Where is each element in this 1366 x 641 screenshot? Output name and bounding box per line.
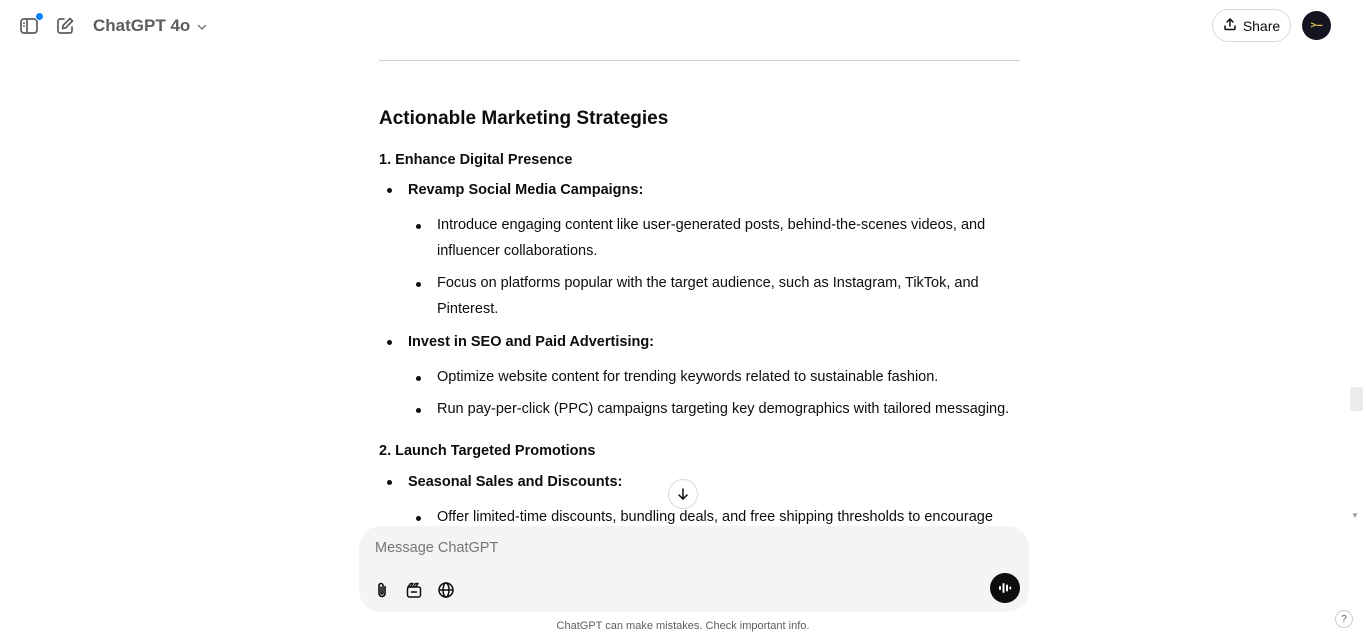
bullet: [387, 340, 392, 345]
new-chat-icon[interactable]: [53, 14, 77, 38]
canvas-icon[interactable]: [402, 578, 426, 602]
globe-icon[interactable]: [434, 578, 458, 602]
avatar[interactable]: >–: [1302, 11, 1331, 40]
subsection-title: 2. Launch Targeted Promotions: [379, 443, 596, 459]
disclaimer-text: ChatGPT can make mistakes. Check important info.: [556, 620, 810, 632]
bullet: [387, 480, 392, 485]
list-item: Focus on platforms popular with the target audience, such as Instagram, TikTok, and Pinterest.: [437, 275, 979, 317]
bullet: [416, 516, 421, 521]
message-input[interactable]: [375, 540, 975, 556]
model-name: ChatGPT 4o: [93, 16, 191, 35]
list-item: Run pay-per-click (PPC) campaigns targeting key demographics with tailored messaging.: [437, 401, 1010, 417]
top-bar: [0, 0, 1366, 52]
list-item-label: Invest in SEO and Paid Advertising:: [408, 334, 655, 350]
divider: [379, 60, 1020, 61]
subsection-title: 1. Enhance Digital Presence: [379, 152, 573, 168]
chevron-down-icon: [196, 21, 208, 33]
message-composer: [359, 526, 1029, 612]
section-heading: Actionable Marketing Strategies: [379, 108, 669, 129]
voice-mode-button[interactable]: [990, 573, 1020, 603]
list-item: Introduce engaging content like user-generated posts, behind-the-scenes videos, and influencer collaborations.: [437, 217, 986, 259]
bullet: [416, 224, 421, 229]
assistant-message: [379, 52, 1020, 528]
list-item: Offer limited-time discounts, bundling deals, and free shipping thresholds to encourage: [437, 509, 993, 525]
bullet: [416, 408, 421, 413]
list-item: Optimize website content for trending keywords related to sustainable fashion.: [437, 369, 939, 385]
paperclip-icon[interactable]: [370, 578, 394, 602]
help-button[interactable]: ?: [1335, 610, 1353, 628]
upload-icon: [1223, 17, 1237, 34]
scroll-to-bottom-button[interactable]: [668, 479, 698, 509]
scrollbar-down-arrow[interactable]: ▼: [1351, 511, 1359, 520]
bullet: [416, 376, 421, 381]
sidebar-toggle-icon[interactable]: [17, 14, 41, 38]
waveform-icon: [997, 580, 1013, 596]
scrollbar-thumb[interactable]: [1350, 387, 1363, 411]
list-item-label: Seasonal Sales and Discounts:: [408, 474, 623, 490]
bullet: [387, 188, 392, 193]
notification-dot: [35, 12, 44, 21]
arrow-down-icon: [676, 487, 690, 501]
bullet: [416, 282, 421, 287]
list-item-label: Revamp Social Media Campaigns:: [408, 182, 644, 198]
share-button[interactable]: [1212, 9, 1291, 42]
model-selector[interactable]: [93, 15, 208, 37]
share-label: Share: [1242, 17, 1281, 34]
